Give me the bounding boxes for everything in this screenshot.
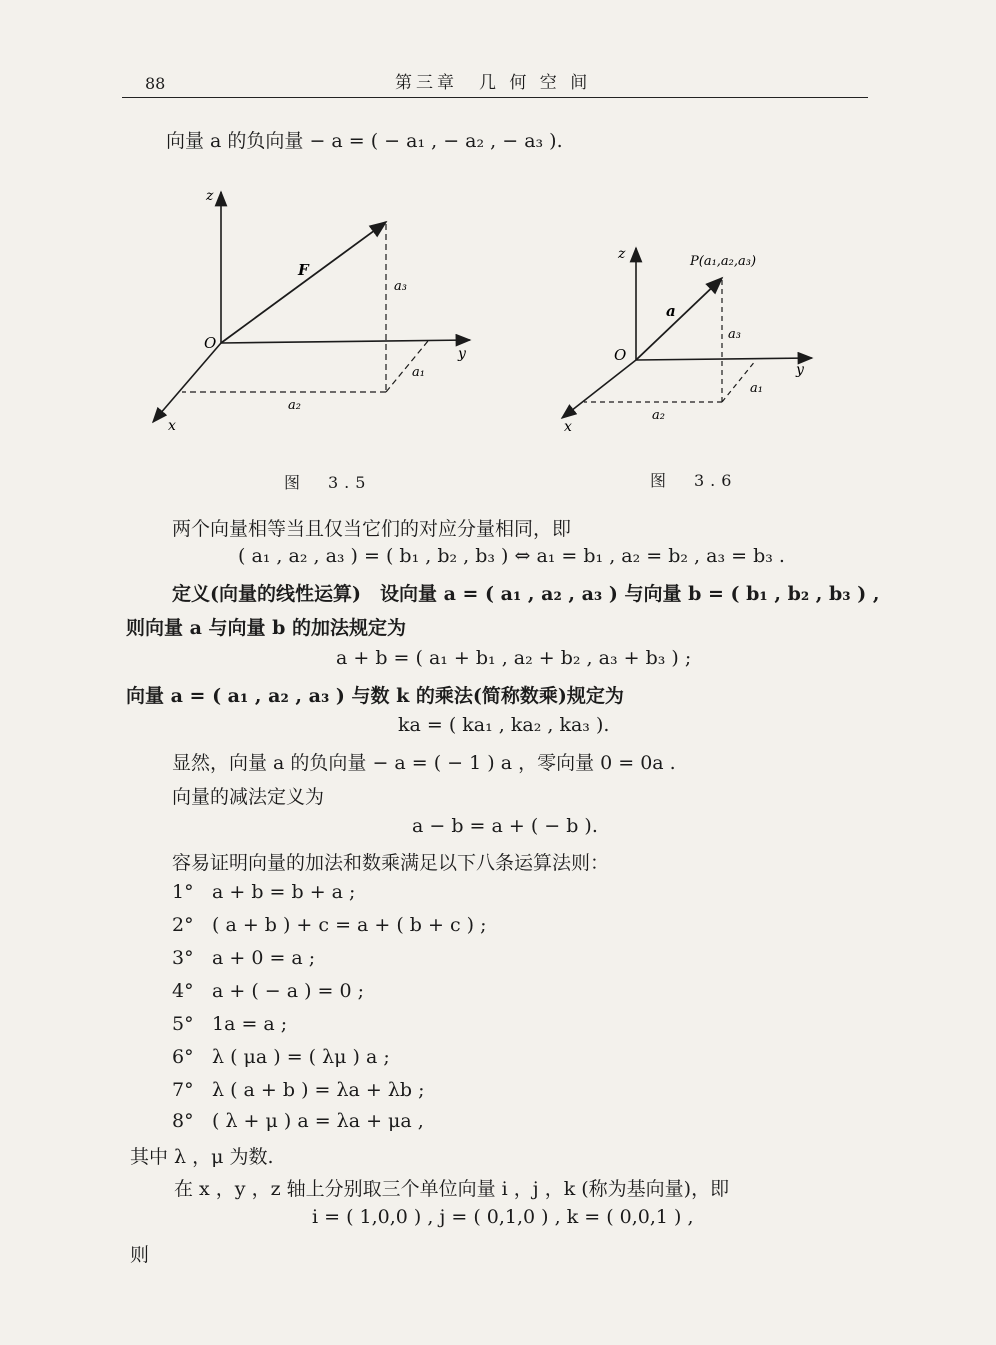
obvious-line: 显然，向量 a 的负向量 − a = ( − 1 ) a ，零向量 0 = 0a . bbox=[172, 752, 676, 774]
basis-intro: 在 x ，y ，z 轴上分别取三个单位向量 i ，j ，k (称为基向量)，即 bbox=[174, 1178, 730, 1200]
chapter-title: 第三章 几 何 空 间 bbox=[395, 73, 592, 93]
definition-line-1: 定义(向量的线性运算) 设向量 a = ( a₁ , a₂ , a₃ ) 与向量 b = ( b₁ , b₂ , b₃ ) , bbox=[172, 583, 880, 605]
a2-label: a₂ bbox=[288, 398, 301, 413]
origin-label: O bbox=[204, 334, 217, 352]
figure-3-6-caption: 图 3.6 bbox=[650, 471, 738, 490]
a1-label: a₁ bbox=[412, 365, 425, 380]
scalar-formula: ka = ( ka₁ , ka₂ , ka₃ ). bbox=[398, 714, 610, 736]
law-8-num: 8° bbox=[172, 1110, 194, 1132]
law-5-num: 5° bbox=[172, 1013, 194, 1035]
y-axis bbox=[636, 358, 812, 360]
where-line: 其中 λ ，μ 为数. bbox=[130, 1146, 274, 1168]
z-label: z bbox=[618, 246, 626, 262]
laws-intro: 容易证明向量的加法和数乘满足以下八条运算法则： bbox=[172, 852, 610, 874]
vector-f-label: F bbox=[298, 261, 309, 279]
a3-label: a₃ bbox=[728, 327, 741, 342]
a3-label: a₃ bbox=[394, 279, 407, 294]
y-label: y bbox=[458, 346, 466, 362]
law-1-num: 1° bbox=[172, 881, 194, 903]
subtraction-intro: 向量的减法定义为 bbox=[172, 786, 325, 808]
a1-label: a₁ bbox=[750, 381, 763, 396]
addition-formula: a + b = ( a₁ + b₁ , a₂ + b₂ , a₃ + b₃ ) ; bbox=[336, 647, 692, 669]
definition-line-2: 则向量 a 与向量 b 的加法规定为 bbox=[126, 617, 407, 639]
law-8-expr: ( λ + μ ) a = λa + μa , bbox=[212, 1110, 424, 1132]
origin-label: O bbox=[614, 346, 627, 364]
law-3-num: 3° bbox=[172, 947, 194, 969]
law-4-num: 4° bbox=[172, 980, 194, 1002]
law-7-expr: λ ( a + b ) = λa + λb ; bbox=[212, 1079, 425, 1101]
figure-3-5-caption: 图 3.5 bbox=[284, 473, 372, 492]
law-1-expr: a + b = b + a ; bbox=[212, 881, 356, 903]
subtraction-formula: a − b = a + ( − b ). bbox=[412, 815, 598, 837]
x-label: x bbox=[564, 419, 572, 435]
law-7-num: 7° bbox=[172, 1079, 194, 1101]
page-number: 88 bbox=[145, 74, 166, 93]
law-2-expr: ( a + b ) + c = a + ( b + c ) ; bbox=[212, 914, 487, 936]
law-3-expr: a + 0 = a ; bbox=[212, 947, 316, 969]
vector-a-label: a bbox=[666, 302, 676, 320]
scalar-definition: 向量 a = ( a₁ , a₂ , a₃ ) 与数 k 的乘法(简称数乘)规定为 bbox=[126, 685, 624, 707]
figure-3-5 bbox=[140, 178, 480, 438]
equality-formula: ( a₁ , a₂ , a₃ ) = ( b₁ , b₂ , b₃ ) ⇔ a₁ = b₁ , a₂ = b₂ , a₃ = b₃ . bbox=[238, 545, 785, 567]
vector-f bbox=[221, 222, 386, 343]
z-label: z bbox=[206, 188, 214, 204]
law-4-expr: a + ( − a ) = 0 ; bbox=[212, 980, 365, 1002]
x-axis bbox=[153, 343, 221, 422]
y-label: y bbox=[796, 362, 804, 378]
figure-3-6 bbox=[540, 236, 840, 436]
negative-vector-line: 向量 a 的负向量 − a = ( − a₁ , − a₂ , − a₃ ). bbox=[166, 130, 563, 152]
equality-intro: 两个向量相等当且仅当它们的对应分量相同，即 bbox=[172, 518, 572, 540]
then-line: 则 bbox=[130, 1244, 150, 1266]
y-axis bbox=[221, 340, 470, 343]
header-rule bbox=[122, 97, 868, 98]
vector-a bbox=[636, 278, 722, 360]
point-p-label: P(a₁,a₂,a₃) bbox=[690, 254, 757, 269]
basis-formula: i = ( 1,0,0 ) , j = ( 0,1,0 ) , k = ( 0,0,1 ) , bbox=[312, 1206, 694, 1228]
law-6-num: 6° bbox=[172, 1046, 194, 1068]
x-axis bbox=[562, 360, 636, 418]
law-6-expr: λ ( μa ) = ( λμ ) a ; bbox=[212, 1046, 390, 1068]
a2-label: a₂ bbox=[652, 408, 665, 423]
law-2-num: 2° bbox=[172, 914, 194, 936]
law-5-expr: 1a = a ; bbox=[212, 1013, 288, 1035]
x-label: x bbox=[168, 418, 176, 434]
